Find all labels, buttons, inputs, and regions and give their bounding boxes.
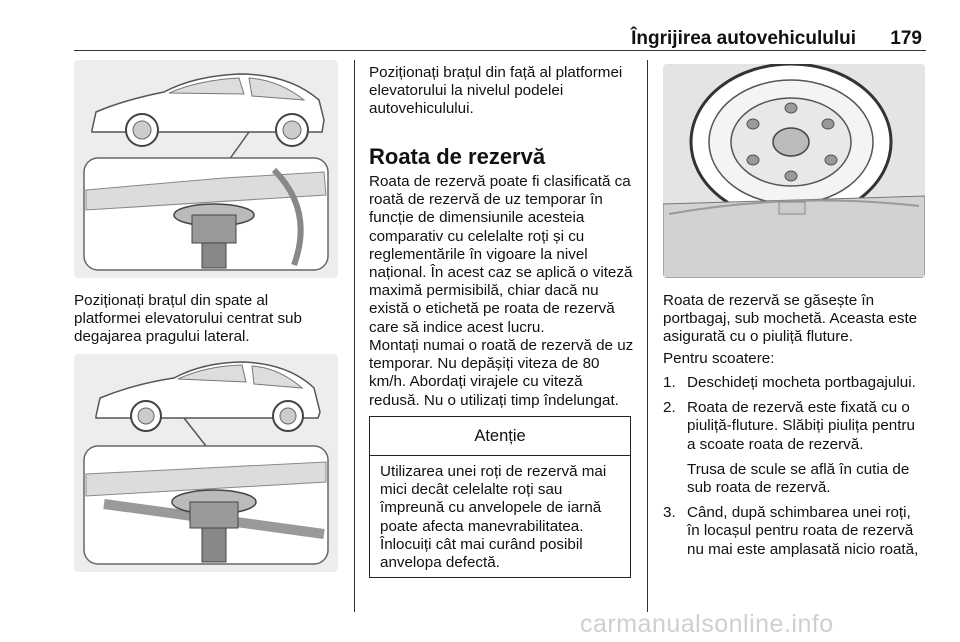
page-number: 179 bbox=[890, 28, 922, 49]
caption-rear-lift-arm: Poziționați brațul din spate al platformei elevatorului centrat sub degajarea pragului lateral. bbox=[74, 292, 302, 346]
warning-box bbox=[369, 416, 631, 578]
step-note: Trusa de scule se află în cutia de sub roata de rezervă. bbox=[687, 460, 910, 497]
paragraph-location: Roata de rezervă se găsește în portbagaj, sub mochetă. Aceasta este asigurată cu o piuliță fluture. bbox=[663, 292, 918, 346]
step-number: 2. bbox=[663, 399, 676, 417]
section-heading: Roata de rezervă bbox=[369, 144, 546, 169]
page-header bbox=[74, 26, 926, 51]
illustration-rear-lift-arm bbox=[74, 60, 338, 278]
step-text: Deschideți mocheta portbagajului. bbox=[687, 374, 916, 391]
section-title: Îngrijirea autovehiculului bbox=[631, 28, 856, 49]
intro-text: Poziționați brațul din față al platformei elevatorului la nivelul podelei autovehiculului. bbox=[369, 64, 623, 118]
illustration-lift-platform bbox=[74, 354, 338, 572]
removal-steps bbox=[663, 374, 925, 566]
step-number: 3. bbox=[663, 504, 676, 522]
list-item bbox=[663, 399, 925, 497]
watermark: carmanualsonline.info bbox=[580, 610, 834, 638]
step-text: Când, după schimbarea unei roți, în locașul pentru roata de rezervă nu mai este amplasată nicio roată, bbox=[687, 504, 919, 558]
paragraph-spare-wheel: Roata de rezervă poate fi clasificată ca roată de rezervă de uz temporar în funcție de dimensiunile acesteia comparativ cu celelalte roți și cu reglementările în vigoare la nivel național. În acest caz se aplică o viteză maximă permisibilă, chiar dacă nu există o etichetă pe roata de rezervă care să indice acest lucru. bbox=[369, 173, 633, 336]
list-item bbox=[663, 374, 925, 392]
illustration-spare-wheel bbox=[663, 64, 925, 278]
paragraph-temporary-use: Montați numai o roată de rezervă de uz temporar. Nu depășiți viteza de 80 km/h. Abordați virajele cu viteză redusă. Nu o utilizați timp îndelungat. bbox=[369, 337, 634, 409]
list-item bbox=[663, 504, 925, 559]
column-divider-right bbox=[647, 60, 648, 612]
step-number: 1. bbox=[663, 374, 676, 391]
warning-title: Atenție bbox=[370, 417, 630, 456]
step-text: Roata de rezervă este fixată cu o piuliță-fluture. Slăbiți piulița pentru a scoate roata de rezervă. bbox=[687, 399, 915, 453]
warning-body: Utilizarea unei roți de rezervă mai mici decât celelalte roți sau împreună cu anvelopele de iarnă poate afecta manevrabilitatea. Înlocuiți cât mai curând posibil anvelopa defectă. bbox=[380, 463, 607, 572]
paragraph-removal: Pentru scoatere: bbox=[663, 350, 775, 367]
column-divider-left bbox=[354, 60, 355, 612]
